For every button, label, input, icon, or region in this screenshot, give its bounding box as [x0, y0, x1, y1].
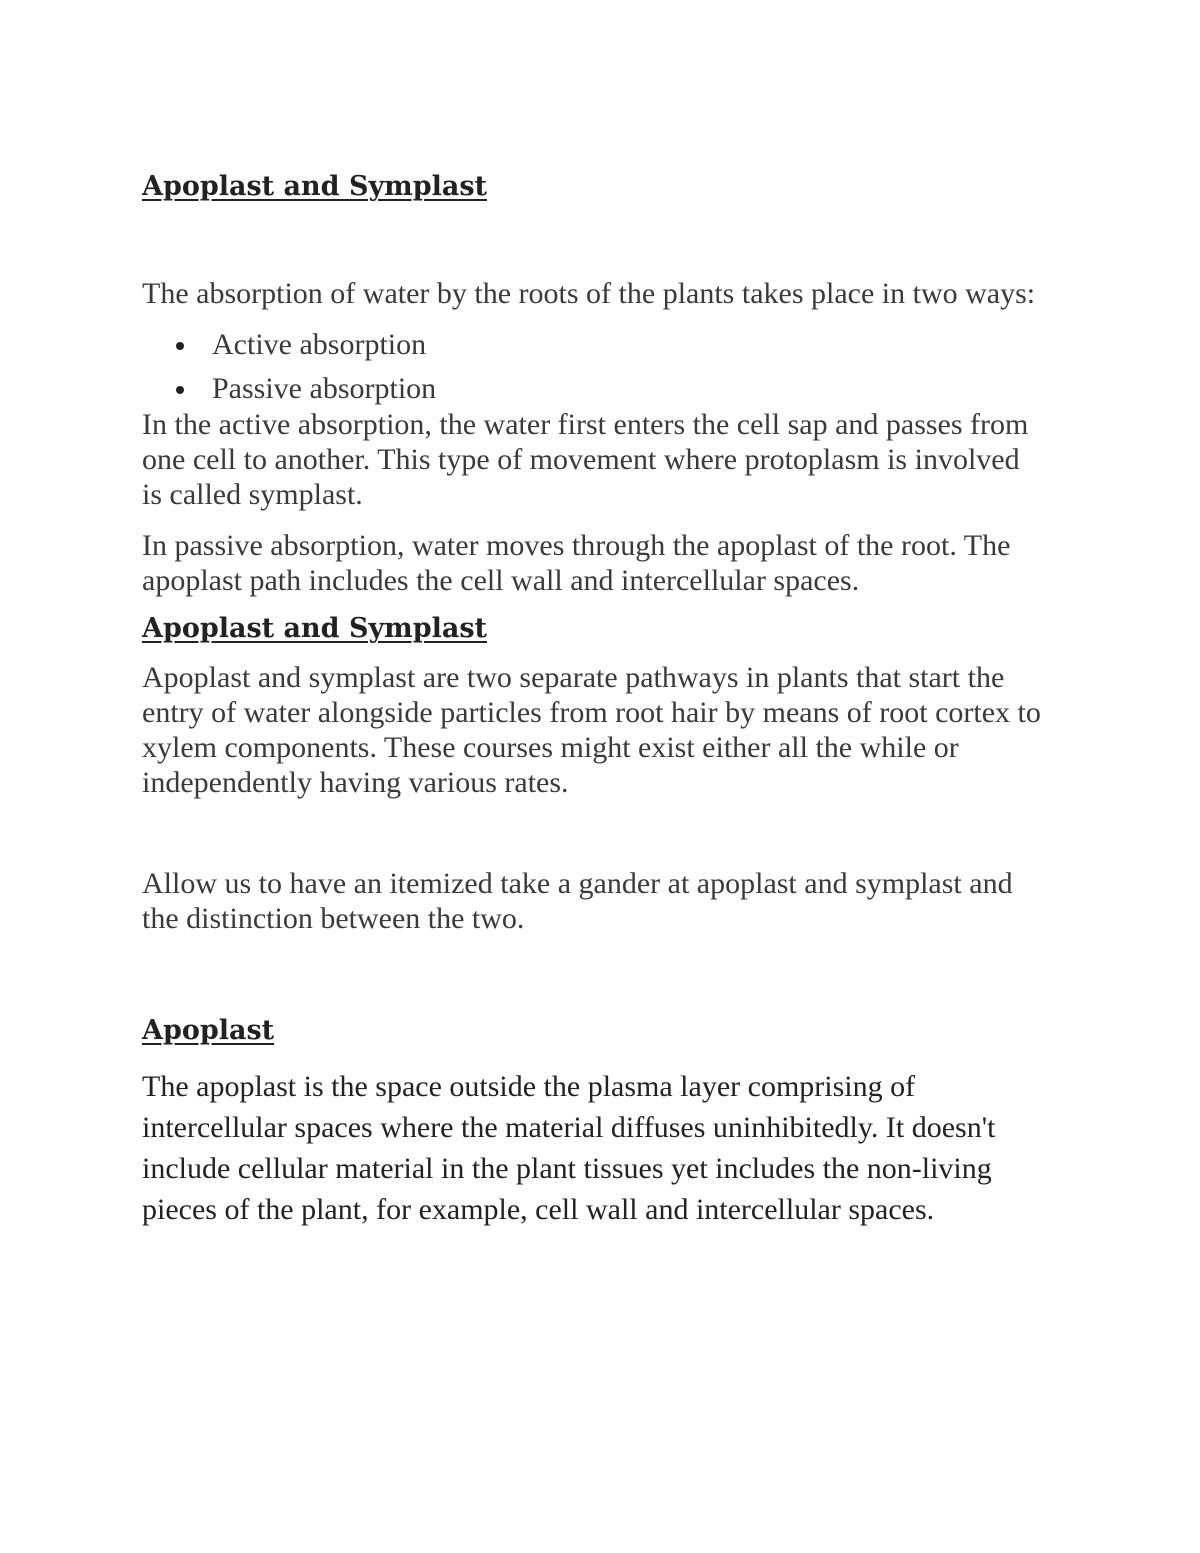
heading-apoplast: Apoplast [142, 1015, 275, 1046]
apoplast-paragraph: The apoplast is the space outside the plasma layer comprising of intercellular spaces where the material diffuses uninhibitedly. It doesn't include cellular material in the plant tissues yet includes the non-living pieces of the plant, for example, cell wall and intercellular spaces. [142, 1070, 996, 1226]
list-item [142, 323, 1047, 367]
itemized-paragraph: Allow us to have an itemized take a gander at apoplast and symplast and the distinction between the two. [142, 867, 1013, 935]
list-item [142, 367, 1047, 411]
active-absorption-paragraph: In the active absorption, the water first enters the cell sap and passes from one cell to another. This type of movement where protoplasm is involved is called symplast. [142, 408, 1029, 511]
heading-apoplast-and-symplast-2: Apoplast and Symplast [142, 613, 488, 644]
absorption-types-list [142, 323, 1047, 411]
list-item-label: Active absorption [212, 328, 427, 361]
document-body [142, 168, 1047, 1230]
heading-apoplast-and-symplast: Apoplast and Symplast [142, 171, 488, 202]
intro-paragraph: The absorption of water by the roots of the plants takes place in two ways: [142, 277, 1036, 310]
pathways-paragraph: Apoplast and symplast are two separate pathways in plants that start the entry of water alongside particles from root hair by means of root cortex to xylem components. These courses might exist either all the while or independently having various rates. [142, 661, 1041, 799]
bullet-icon [176, 386, 184, 394]
list-item-label: Passive absorption [212, 372, 437, 405]
bullet-icon [176, 342, 184, 350]
passive-absorption-paragraph: In passive absorption, water moves through the apoplast of the root. The apoplast path includes the cell wall and intercellular spaces. [142, 529, 1011, 597]
